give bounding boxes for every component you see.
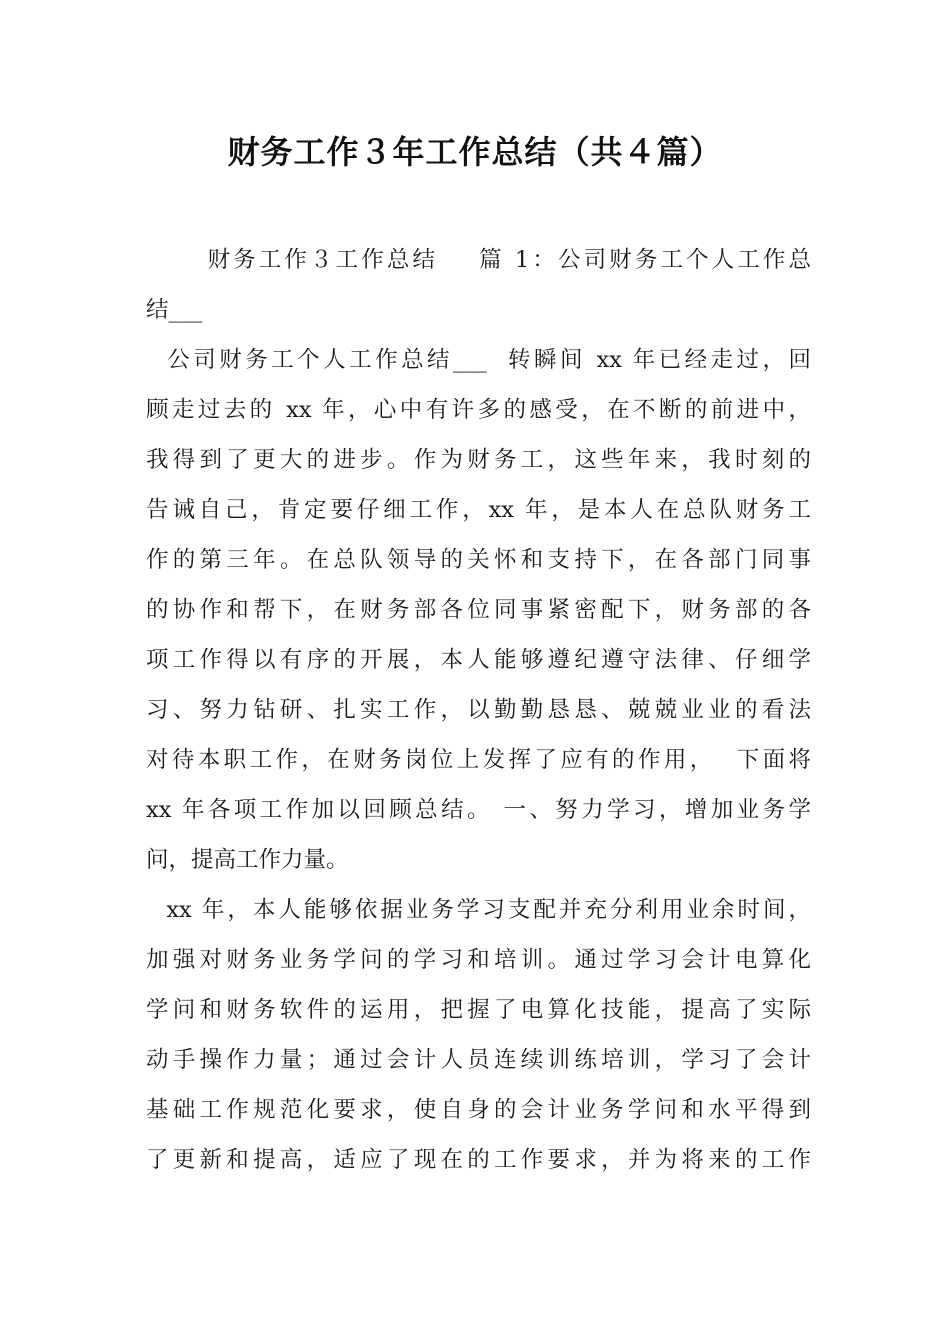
- text-line: 基础工作规范化要求，使自身的会计业务学问和水平得到: [146, 1097, 811, 1123]
- text-line: 作的第三年。在总队领导的关怀和支持下，在各部门同事: [146, 547, 811, 573]
- text-line: 财务工作３工作总结 篇 1：公司财务工个人工作总: [146, 247, 811, 273]
- text-line: 的协作和帮下，在财务部各位同事紧密配下，财务部的各: [146, 597, 811, 623]
- text-line: xx 年，本人能够依据业务学习支配并充分利用业余时间，: [146, 897, 811, 923]
- text-line: 公司财务工个人工作总结___ 转瞬间 xx 年已经走过，回: [146, 347, 811, 373]
- text-line: 结___: [146, 297, 203, 323]
- text-line: 顾走过去的 xx 年，心中有许多的感受，在不断的前进中，: [146, 397, 811, 423]
- text-line: xx 年各项工作加以回顾总结。 一、努力学习，增加业务学: [146, 797, 811, 823]
- document-title: 财务工作３年工作总结（共４篇）: [227, 133, 723, 171]
- text-line: 项工作得以有序的开展，本人能够遵纪遵守法律、仔细学: [146, 647, 811, 673]
- text-line: 加强对财务业务学问的学习和培训。通过学习会计电算化: [146, 947, 811, 973]
- text-line: 学问和财务软件的运用，把握了电算化技能，提高了实际: [146, 997, 811, 1023]
- text-line: 我得到了更大的进步。作为财务工，这些年来，我时刻的: [146, 447, 811, 473]
- text-line: 了更新和提高，适应了现在的工作要求，并为将来的工作: [146, 1147, 811, 1173]
- text-line: 问，提高工作力量。: [146, 847, 349, 873]
- text-line: 习、努力钻研、扎实工作，以勤勤恳恳、兢兢业业的看法: [146, 697, 811, 723]
- text-line: 对待本职工作，在财务岗位上发挥了应有的作用， 下面将: [146, 747, 811, 773]
- text-line: 告诫自己，肯定要仔细工作，xx 年，是本人在总队财务工: [146, 497, 811, 523]
- document-body: [146, 235, 811, 1185]
- text-line: 动手操作力量；通过会计人员连续训练培训，学习了会计: [146, 1047, 811, 1073]
